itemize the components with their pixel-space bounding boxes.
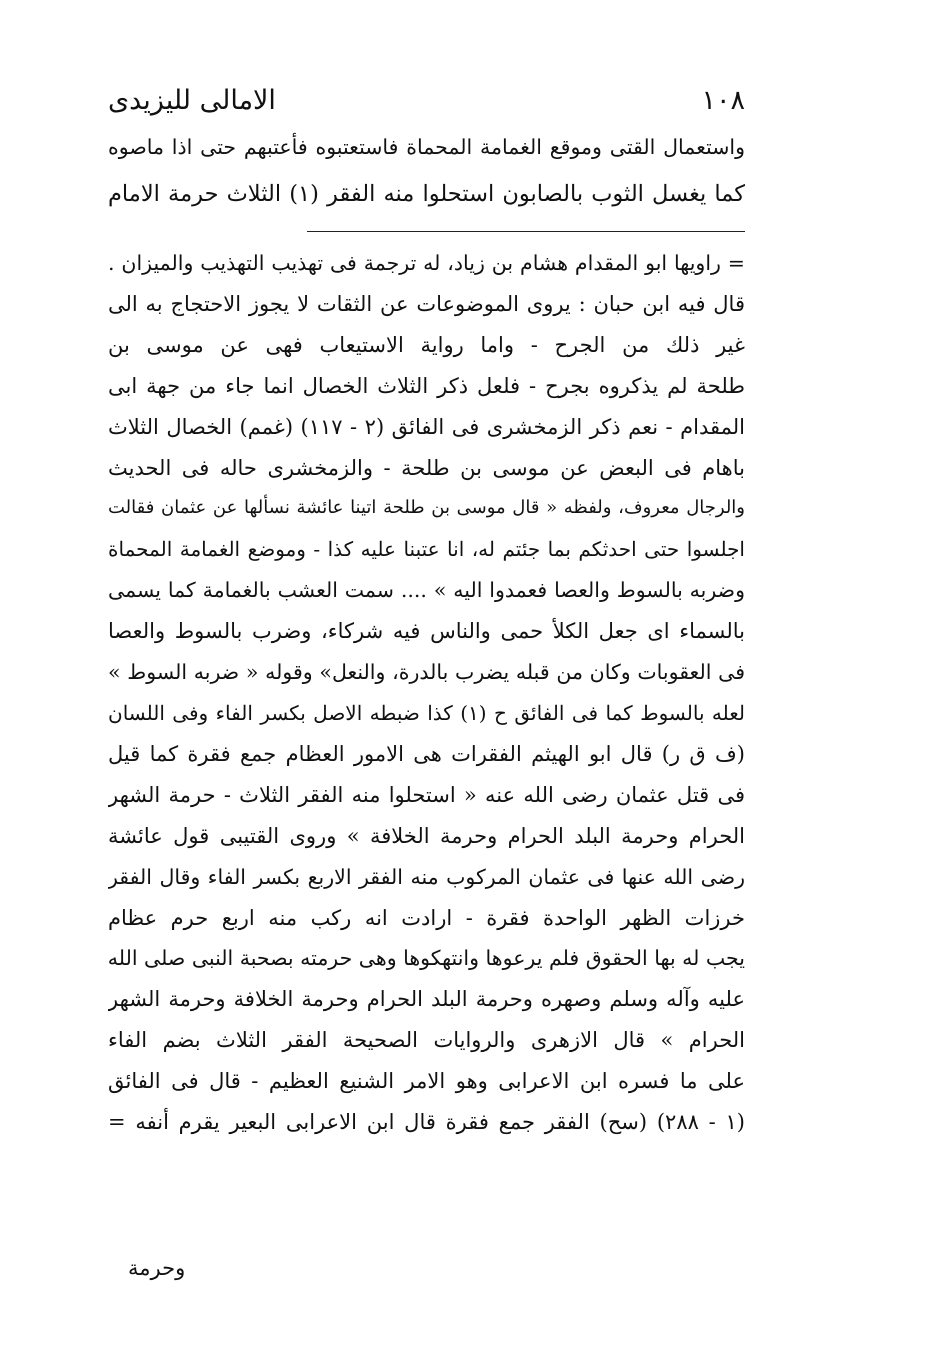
footnote-line: لعله بالسوط كما فى الفائق ح (١) كذا ضبطه الاصل بكسر الفاء وفى اللسان (108, 700, 745, 725)
footnote-line: الحرام وحرمة البلد الحرام وحرمة الخلافة » وروى القتيبى قول عائشة (108, 823, 745, 848)
footnote-line: (١ - ٢٨٨) (سح) الفقر جمع فقرة قال ابن الاعرابى البعير يقرم أنفه = (108, 1110, 745, 1135)
catchword: وحرمة (128, 1256, 186, 1280)
footnote-line: الحرام » قال الازهرى والروايات الصحيحة الفقر الثلاث بضم الفاء (108, 1028, 745, 1053)
footnote-line: اجلسوا حتى احدثكم بما جئتم له، انا عتبنا عليه كذا - وموضع الغمامة المحماة (108, 537, 745, 562)
page-number: ١٠٨ (701, 84, 745, 116)
footnote-line: على ما فسره ابن الاعرابى وهو الامر الشنيع العظيم - قال فى الفائق (108, 1069, 745, 1094)
footnote-line: فى العقوبات وكان من قبله يضرب بالدرة، والنعل» وقوله « ضربه السوط » (108, 660, 745, 685)
footnote-line: رضى الله عنها فى عثمان المركوب منه الفقر الاربع بكسر الفاء وقال الفقر (108, 864, 745, 889)
book-title: الامالى لليزيدى (108, 84, 276, 116)
footnote-line: فى قتل عثمان رضى الله عنه « استحلوا منه الفقر الثلاث - حرمة الشهر (108, 782, 745, 807)
footnote-line: باهام فى البعض عن موسى بن طلحة - والزمخشرى حاله فى الحديث (108, 455, 745, 480)
footnote-separator-rule (307, 231, 745, 232)
footnote-line: غير ذلك من الجرح - واما رواية الاستيعاب فهى عن موسى بن (108, 332, 745, 357)
footnote-line: قال فيه ابن حبان : يروى الموضوعات عن الثقات لا يجوز الاحتجاج به الى (108, 291, 745, 316)
body-line: واستعمال القتى وموقع الغمامة المحماة فاستعتبوه فأعتبهم حتى اذا ماصوه (108, 135, 745, 159)
footnote-line: المقدام - نعم ذكر الزمخشرى فى الفائق (٢ - ١١٧) (غمم) الخصال الثلاث (108, 414, 745, 439)
footnote-line: طلحة لم يذكروه بجرح - فلعل ذكر الثلاث الخصال انما جاء من جهة ابى (108, 373, 745, 398)
footnote-line: عليه وآله وسلم وصهره وحرمة البلد الحرام وحرمة الخلافة وحرمة الشهر (108, 987, 745, 1012)
main-text (108, 124, 745, 218)
footnote-line: = راويها ابو المقدام هشام بن زياد، له ترجمة فى تهذيب التهذيب والميزان . (108, 251, 745, 275)
running-header (108, 78, 745, 122)
footnotes (108, 243, 745, 1143)
footnote-line: يجب له بها الحقوق فلم يرعوها وانتهكوها وهى حرمته بصحبة النبى صلى الله (108, 946, 745, 971)
footnote-line: وضربه بالسوط والعصا فعمدوا اليه » .... سمت العشب بالغمامة كما يسمى (108, 578, 745, 603)
footnote-line: والرجال معروف، ولفظه « قال موسى بن طلحة اتينا عائشة نسألها عن عثمان فقالت (108, 497, 745, 519)
footnote-line: (ف ق ر) قال ابو الهيثم الفقرات هى الامور العظام جمع فقرة كما قيل (108, 741, 745, 766)
footnote-line: بالسماء اى جعل الكلأ حمى والناس فيه شركاء، وضرب بالسوط والعصا (108, 619, 745, 644)
footnote-line: خرزات الظهر الواحدة فقرة - ارادت انه ركب منه اربع حرم عظام (108, 905, 745, 930)
body-line: كما يغسل الثوب بالصابون استحلوا منه الفقر (١) الثلاث حرمة الامام (108, 181, 745, 207)
